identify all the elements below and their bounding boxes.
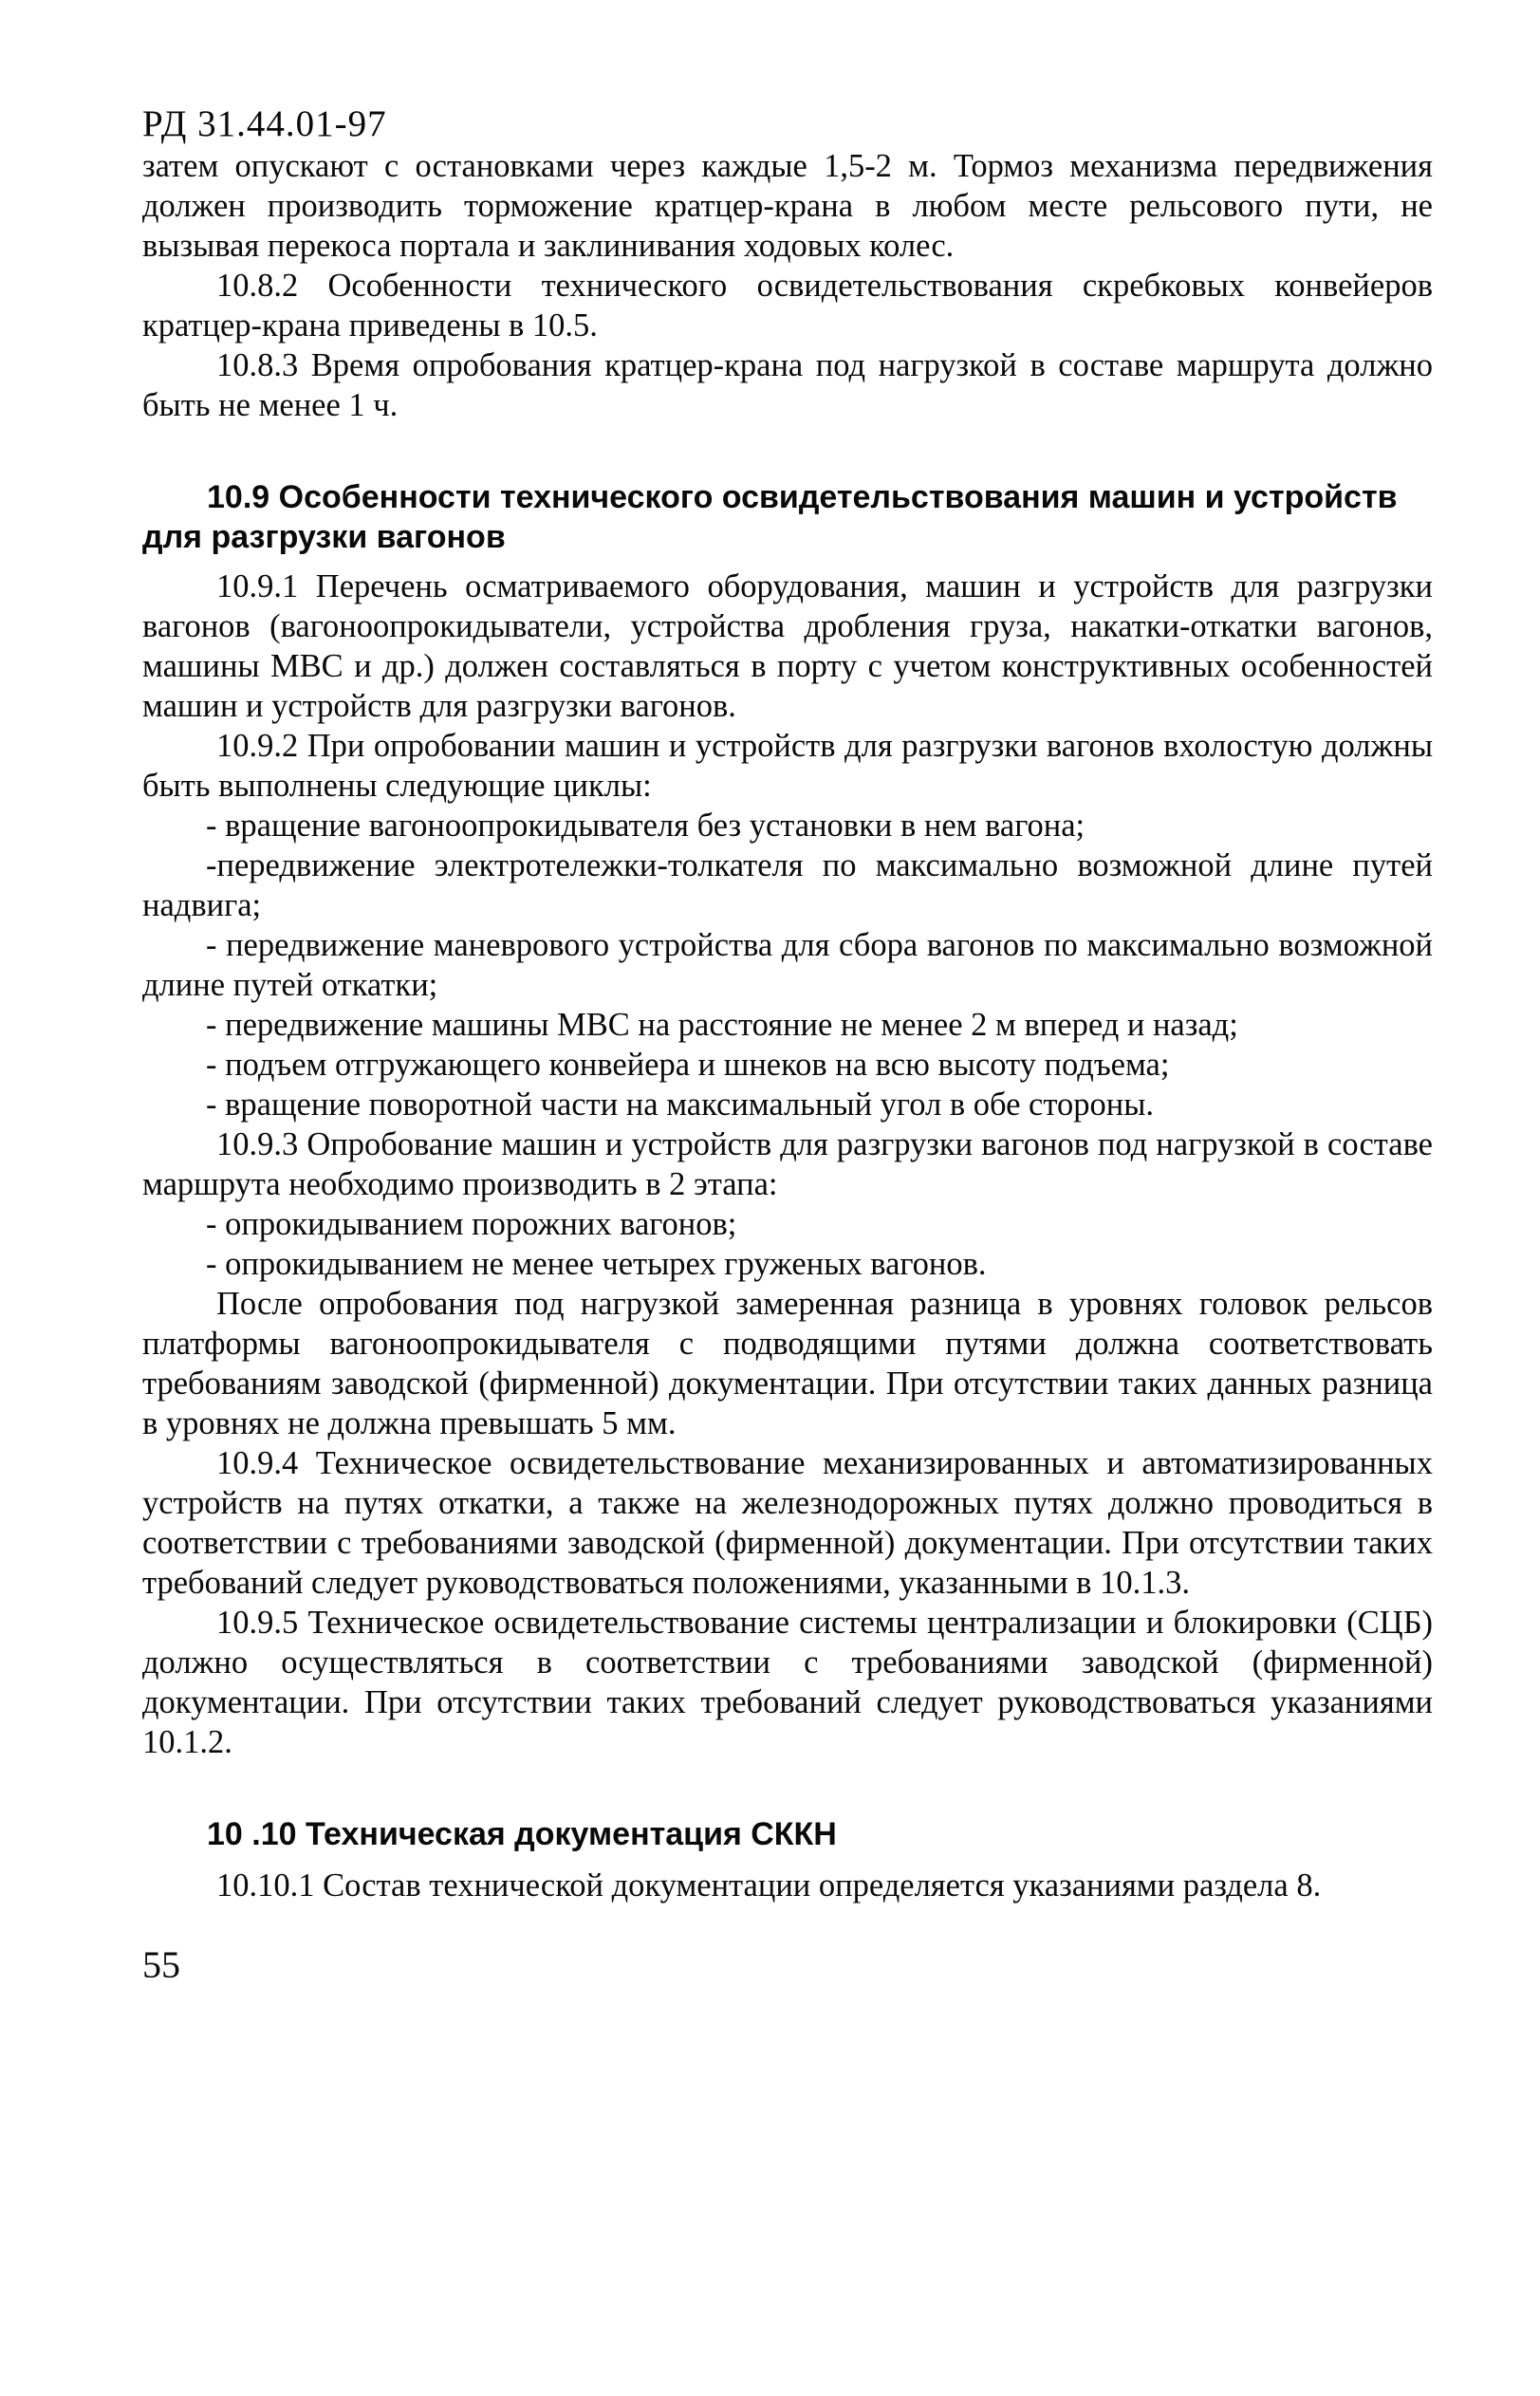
paragraph-10-8-2: 10.8.2 Особенности технического освидетельствования скребковых конвейеров кратцер-крана приведены в 10.5.	[142, 268, 1433, 344]
stages-list	[142, 1204, 1433, 1284]
paragraph-rail-level: После опробования под нагрузкой замеренная разница в уровнях головок рельсов платформы вагоноопрокидывателя с подводящими путями должна соответствовать требованиям заводской (фирменной) документации. При отсутствии таких данных разница в уровнях не должна превышать 5 мм.	[142, 1286, 1433, 1441]
paragraph-10-10-1: 10.10.1 Состав технической документации определяется указаниями раздела 8.	[216, 1867, 1322, 1904]
page-number: 55	[142, 1943, 180, 1986]
document-page	[142, 102, 1433, 1987]
list-item: -передвижение электротележки-толкателя по максимально возможной длине путей надвига;	[142, 847, 1433, 923]
paragraph-10-9-3: 10.9.3 Опробование машин и устройств для разгрузки вагонов под нагрузкой в составе маршрута необходимо производить в 2 этапа:	[142, 1126, 1433, 1202]
cycles-list	[142, 806, 1433, 1124]
paragraph-10-9-2: 10.9.2 При опробовании машин и устройств для разгрузки вагонов вхолостую должны быть выполнены следующие циклы:	[142, 728, 1433, 804]
list-item: - опрокидыванием порожних вагонов;	[206, 1206, 737, 1242]
section-heading-10-10: 10 .10 Техническая документация СККН	[207, 1816, 837, 1852]
paragraph-10-9-1: 10.9.1 Перечень осматриваемого оборудования, машин и устройств для разгрузки вагонов (вагоноопрокидыватели, устройства дробления груза, накатки-откатки вагонов, машины МВС и др.) должен составляться в порту с учетом конструктивных особенностей машин и устройств для разгрузки вагонов.	[142, 568, 1433, 724]
list-item: - передвижение машины МВС на расстояние не менее 2 м вперед и назад;	[206, 1007, 1238, 1043]
paragraph-10-9-4: 10.9.4 Техническое освидетельствование механизированных и автоматизированных устройств на путях откатки, а также на железнодорожных путях должно проводиться в соответствии с требованиями заводской (фирменной) документации. При отсутствии таких требований следует руководствоваться положениями, указанными в 10.1.3.	[142, 1445, 1433, 1601]
paragraph-10-9-5: 10.9.5 Техническое освидетельствование системы централизации и блокировки (СЦБ) должно осуществляться в соответствии с требованиями заводской (фирменной) документации. При отсутствии таких требований следует руководствоваться указаниями 10.1.2.	[142, 1605, 1433, 1760]
paragraph-continuation: затем опускают с остановками через каждые 1,5-2 м. Тормоз механизма передвижения должен производить торможение кратцер-крана в любом месте рельсового пути, не вызывая перекоса портала и заклинивания ходовых колес.	[142, 148, 1433, 264]
section-heading-10-9: 10.9 Особенности технического освидетельствования машин и устройств для разгрузки вагонов	[142, 479, 1398, 555]
list-item: - вращение поворотной части на максимальный угол в обе стороны.	[206, 1087, 1155, 1123]
list-item: - вращение вагоноопрокидывателя без установки в нем вагона;	[206, 808, 1085, 844]
document-code: РД 31.44.01-97	[142, 103, 387, 144]
list-item: - подъем отгружающего конвейера и шнеков на всю высоту подъема;	[206, 1047, 1170, 1083]
paragraph-10-8-3: 10.8.3 Время опробования кратцер-крана под нагрузкой в составе маршрута должно быть не менее 1 ч.	[142, 347, 1433, 423]
list-item: - опрокидыванием не менее четырех груженых вагонов.	[206, 1246, 987, 1282]
list-item: - передвижение маневрового устройства для сбора вагонов по максимально возможной длине путей откатки;	[142, 927, 1433, 1003]
